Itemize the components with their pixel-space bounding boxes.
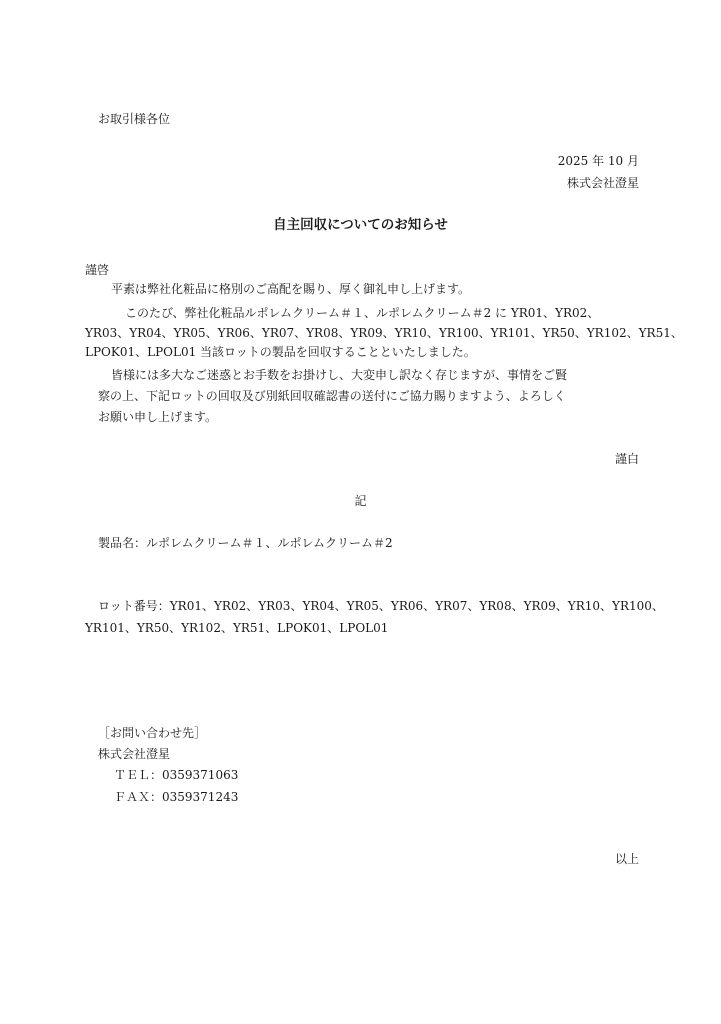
addressee: お取引様各位 [98,112,171,126]
issue-date: 2025 年 10 月 [557,154,639,168]
closing-salutation: 謹白 [614,452,639,466]
recall-paragraph-line: LPOK01、LPOL01 当該ロットの製品を回収することといたしました。 [85,345,476,359]
end-mark: 以上 [614,852,639,866]
contact-heading: ［お問い合わせ先］ [98,726,207,740]
product-name-line: 製品名：ルポレムクリーム＃１、ルポレムクリーム＃2 [98,536,393,550]
apology-paragraph-line: 皆様には多大なご迷惑とお手数をお掛けし、大変申し訳なく存じますが、事情をご賢 [111,368,568,382]
apology-paragraph-line: 察の上、下記ロットの回収及び別紙回収確認書の送付にご協力賜りますよう、よろしく [98,389,566,403]
page-title: 自主回収についてのお知らせ [273,217,448,233]
issuer-company: 株式会社澄星 [566,176,639,190]
recall-paragraph-line: このたび、弊社化粧品ルポレムクリーム＃１、ルポレムクリーム＃2 に YR01、YR02、 [125,306,600,320]
lot-number-line: YR101、YR50、YR102、YR51、LPOK01、LPOL01 [85,621,389,635]
contact-company: 株式会社澄星 [98,747,171,761]
opening-salutation: 謹啓 [85,263,110,277]
contact-tel: ＴＥＬ：0359371063 [114,768,239,782]
greeting-paragraph: 平素は弊社化粧品に格別のご高配を賜り、厚く御礼申し上げます。 [111,282,471,296]
lot-number-line: ロット番号：YR01、YR02、YR03、YR04、YR05、YR06、YR07、YR08、YR09、YR10、YR100、 [98,599,664,613]
recall-paragraph-line: YR03、YR04、YR05、YR06、YR07、YR08、YR09、YR10、YR100、YR101、YR50、YR102、YR51、 [85,326,683,340]
apology-paragraph-line: お願い申し上げます。 [98,410,218,424]
notes-heading: 記 [354,494,367,508]
contact-fax: ＦＡＸ：0359371243 [114,790,239,804]
